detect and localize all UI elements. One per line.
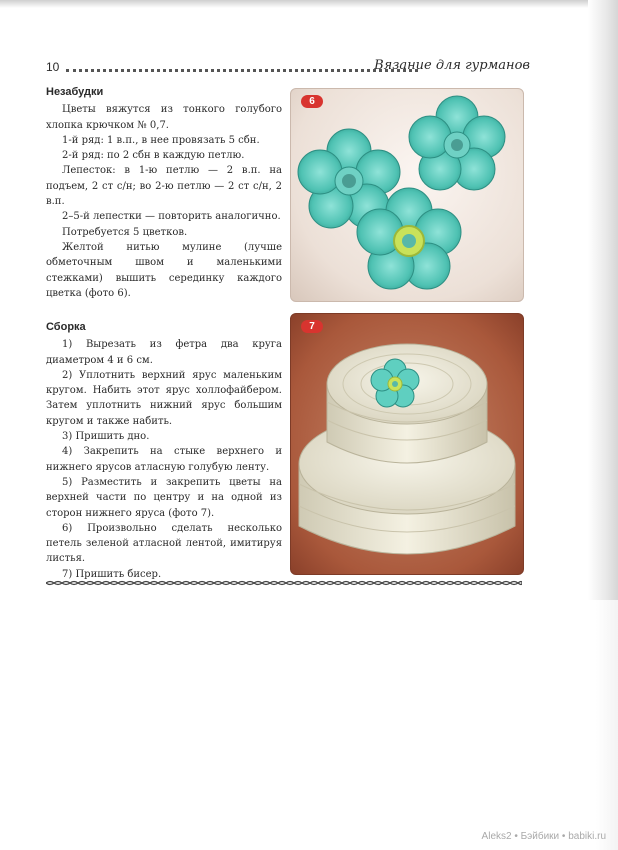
watermark: Aleks2 • Бэйбики • babiki.ru	[481, 831, 606, 842]
step-item: 1) Вырезать из фетра два круга диаметром 4 и 6 см.	[46, 339, 282, 366]
paragraph: 2–5-й лепестки — повторить аналогично.	[62, 211, 281, 223]
paragraph: 1-й ряд: 1 в.п., в нее провязать 5 сбн.	[62, 134, 260, 146]
flowers-illustration	[291, 89, 523, 301]
scan-edge-top	[0, 0, 618, 8]
paragraph: Лепесток: в 1-ю петлю — 2 в.п. на подъем, 2 ст с/н; во 2-ю петлю — 2 ст с/н, 2 в.п.	[46, 165, 282, 208]
section-forget-me-nots	[46, 85, 282, 301]
page-header	[46, 60, 530, 78]
step-item: 4) Закрепить на стыке верхнего и нижнего ярусов атласную голубую ленту.	[46, 446, 282, 473]
photo-badge: 7	[301, 320, 323, 333]
scan-edge-right	[588, 0, 618, 600]
cake-illustration	[291, 314, 523, 574]
step-item: 6) Произвольно сделать несколько петель зеленой атласной лентой, имитируя листья.	[46, 522, 282, 565]
header-dotted-rule	[66, 69, 418, 72]
scan-edge-right-lower	[596, 600, 618, 850]
section-title: Незабудки	[46, 86, 104, 98]
paragraph: Цветы вяжутся из тонкого голубого хлопка крючком № 0,7.	[46, 104, 282, 131]
step-item: 3) Пришить дно.	[62, 431, 150, 443]
step-item: 5) Разместить и закрепить цветы на верхней части по центру и на одной из сторон нижнего яруса (фото 7).	[46, 476, 282, 519]
photo-flowers	[290, 88, 524, 302]
section-assembly	[46, 320, 282, 582]
step-item: 7) Пришить бисер.	[62, 568, 162, 580]
photo-cake	[290, 313, 524, 575]
page-number: 10	[46, 60, 60, 74]
running-title: Вязание для гурманов	[374, 58, 530, 73]
paragraph: Потребуется 5 цветков.	[62, 226, 188, 238]
photo-badge: 6	[301, 95, 323, 108]
section-title: Сборка	[46, 321, 86, 333]
paragraph: Желтой нитью мулине (лучше обметочным швом и маленькими стежками) вышить серединку каждого цветка (фото 6).	[46, 241, 282, 299]
step-item: 2) Уплотнить верхний ярус маленьким кругом. Набить этот ярус холлофайбером. Затем уплотнить нижний ярус большим кругом и также набить.	[46, 369, 282, 427]
paragraph: 2-й ряд: по 2 сбн в каждую петлю.	[62, 150, 245, 162]
flower-right	[409, 96, 505, 190]
section-divider	[46, 580, 522, 586]
